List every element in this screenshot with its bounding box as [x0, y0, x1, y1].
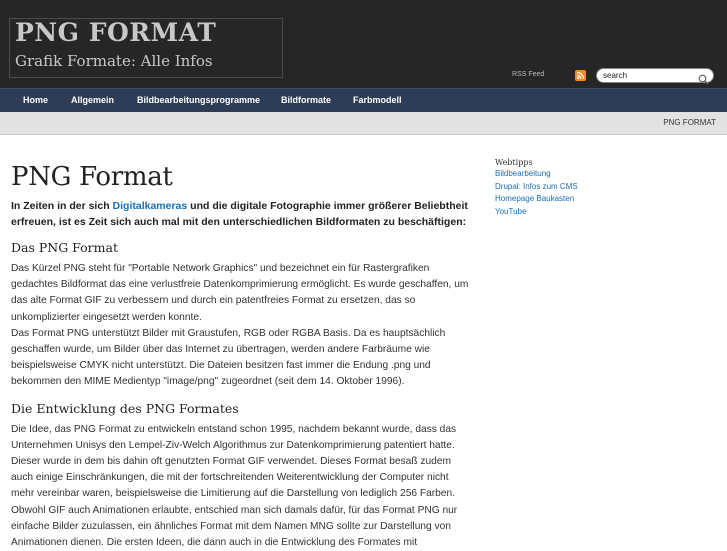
- paragraph: Das Format PNG unterstützt Bilder mit Graustufen, RGB oder RGBA Basis. Da es hauptsächlich geschaffen wurde, um Bilder über das Internet zu übertragen, werden andere Farbräume wie beispielsweise CMYK nicht unterstützt. Die Dateien besitzen fast immer die Endung .png und bekommen den MIME Medientyp "image/png" zugeordnet (seit dem 14. Oktober 1996).: [11, 327, 446, 388]
- sidebar-link-youtube[interactable]: YouTube: [495, 206, 527, 216]
- logo-title: PNG FORMAT: [15, 18, 217, 47]
- site-header: [0, 0, 727, 88]
- sidebar-link-bildbearbeitung[interactable]: Bildbearbeitung: [495, 169, 551, 178]
- nav-item-farbmodell[interactable]: Farbmodell: [353, 95, 402, 105]
- nav-item-bildformate[interactable]: Bildformate: [281, 95, 332, 105]
- section-heading-entwicklung: Die Entwicklung des PNG Formates: [11, 400, 239, 416]
- sidebar-title: Webtipps: [495, 158, 533, 167]
- sidebar-link-homepage-baukasten[interactable]: Homepage Baukasten: [495, 194, 575, 203]
- site-logo[interactable]: [9, 18, 283, 78]
- sidebar-link-drupal[interactable]: Drupal: Infos zum CMS: [495, 181, 578, 191]
- nav-item-home[interactable]: Home: [23, 95, 49, 105]
- intro-text: [11, 198, 473, 230]
- search-input[interactable]: [603, 70, 695, 81]
- paragraph: Das Kürzel PNG steht für "Portable Network Graphics" und bezeichnet ein für Rastergrafiken gedachtes Bildformat das eine verlustfreie Datenkomprimierung ermöglicht. Es wurde geschaffen, um das alte Format GIF zu verbessern und durch ein patentfreies Format zu ersetzen, das so unkomplizierter eingesetzt werden konnte.: [11, 263, 469, 323]
- intro-text-end: und die digitale Fotographie immer größerer Beliebtheit erfreuen, ist es Zeit sich auch mal mit den unterschiedlichen Bildformaten zu beschäftigen:: [11, 200, 468, 228]
- nav-item-bildbearbeitungsprogramme[interactable]: Bildbearbeitungsprogramme: [137, 95, 261, 105]
- breadcrumb: PNG FORMAT: [663, 118, 716, 127]
- rss-feed-link[interactable]: RSS Feed: [512, 71, 545, 78]
- sidebar: [495, 158, 625, 218]
- search-box: [596, 68, 714, 83]
- main-navigation: [0, 88, 727, 113]
- rss-icon[interactable]: [575, 70, 586, 81]
- nav-item-allgemein[interactable]: Allgemein: [71, 95, 115, 105]
- main-content: [11, 160, 473, 551]
- logo-subtitle: Grafik Formate: Alle Infos: [15, 52, 213, 70]
- paragraph: Die Idee, das PNG Format zu entwickeln entstand schon 1995, nachdem bekannt wurde, dass das Unternehmen Unisys den Lempel-Ziv-Welch Algorithmus zur Datenkomprimierung patentiert hatte. Dieser wurde in dem bis dahin oft genutzten Format GIF verwendet. Dieses Format besaß zudem auch einige Einschränkungen, die mit der fortschreitenden Weiterentwicklung der Computer nicht mehr vereinbar waren, beispielsweise die Limitierung auf die Darstellung von lediglich 256 Farben. Obwohl GIF auch Animationen erlaubte, entschied man sich damals dafür, für das Format PNG nur einfache Bilder zuzulassen, ein ähnliches Format mit dem Namen MNG sollte zur Darstellung von Animationen dienen. Die ersten Ideen, die dann auch in die Entwicklung des Formates mit: [11, 423, 458, 549]
- search-icon[interactable]: [698, 70, 709, 89]
- section-heading-png-format: Das PNG Format: [11, 240, 118, 255]
- breadcrumb-bar: [0, 112, 727, 135]
- intro-text-start: In Zeiten in der sich: [11, 200, 113, 212]
- page-title: PNG Format: [11, 162, 173, 192]
- digitalkameras-link[interactable]: Digitalkameras: [112, 200, 188, 212]
